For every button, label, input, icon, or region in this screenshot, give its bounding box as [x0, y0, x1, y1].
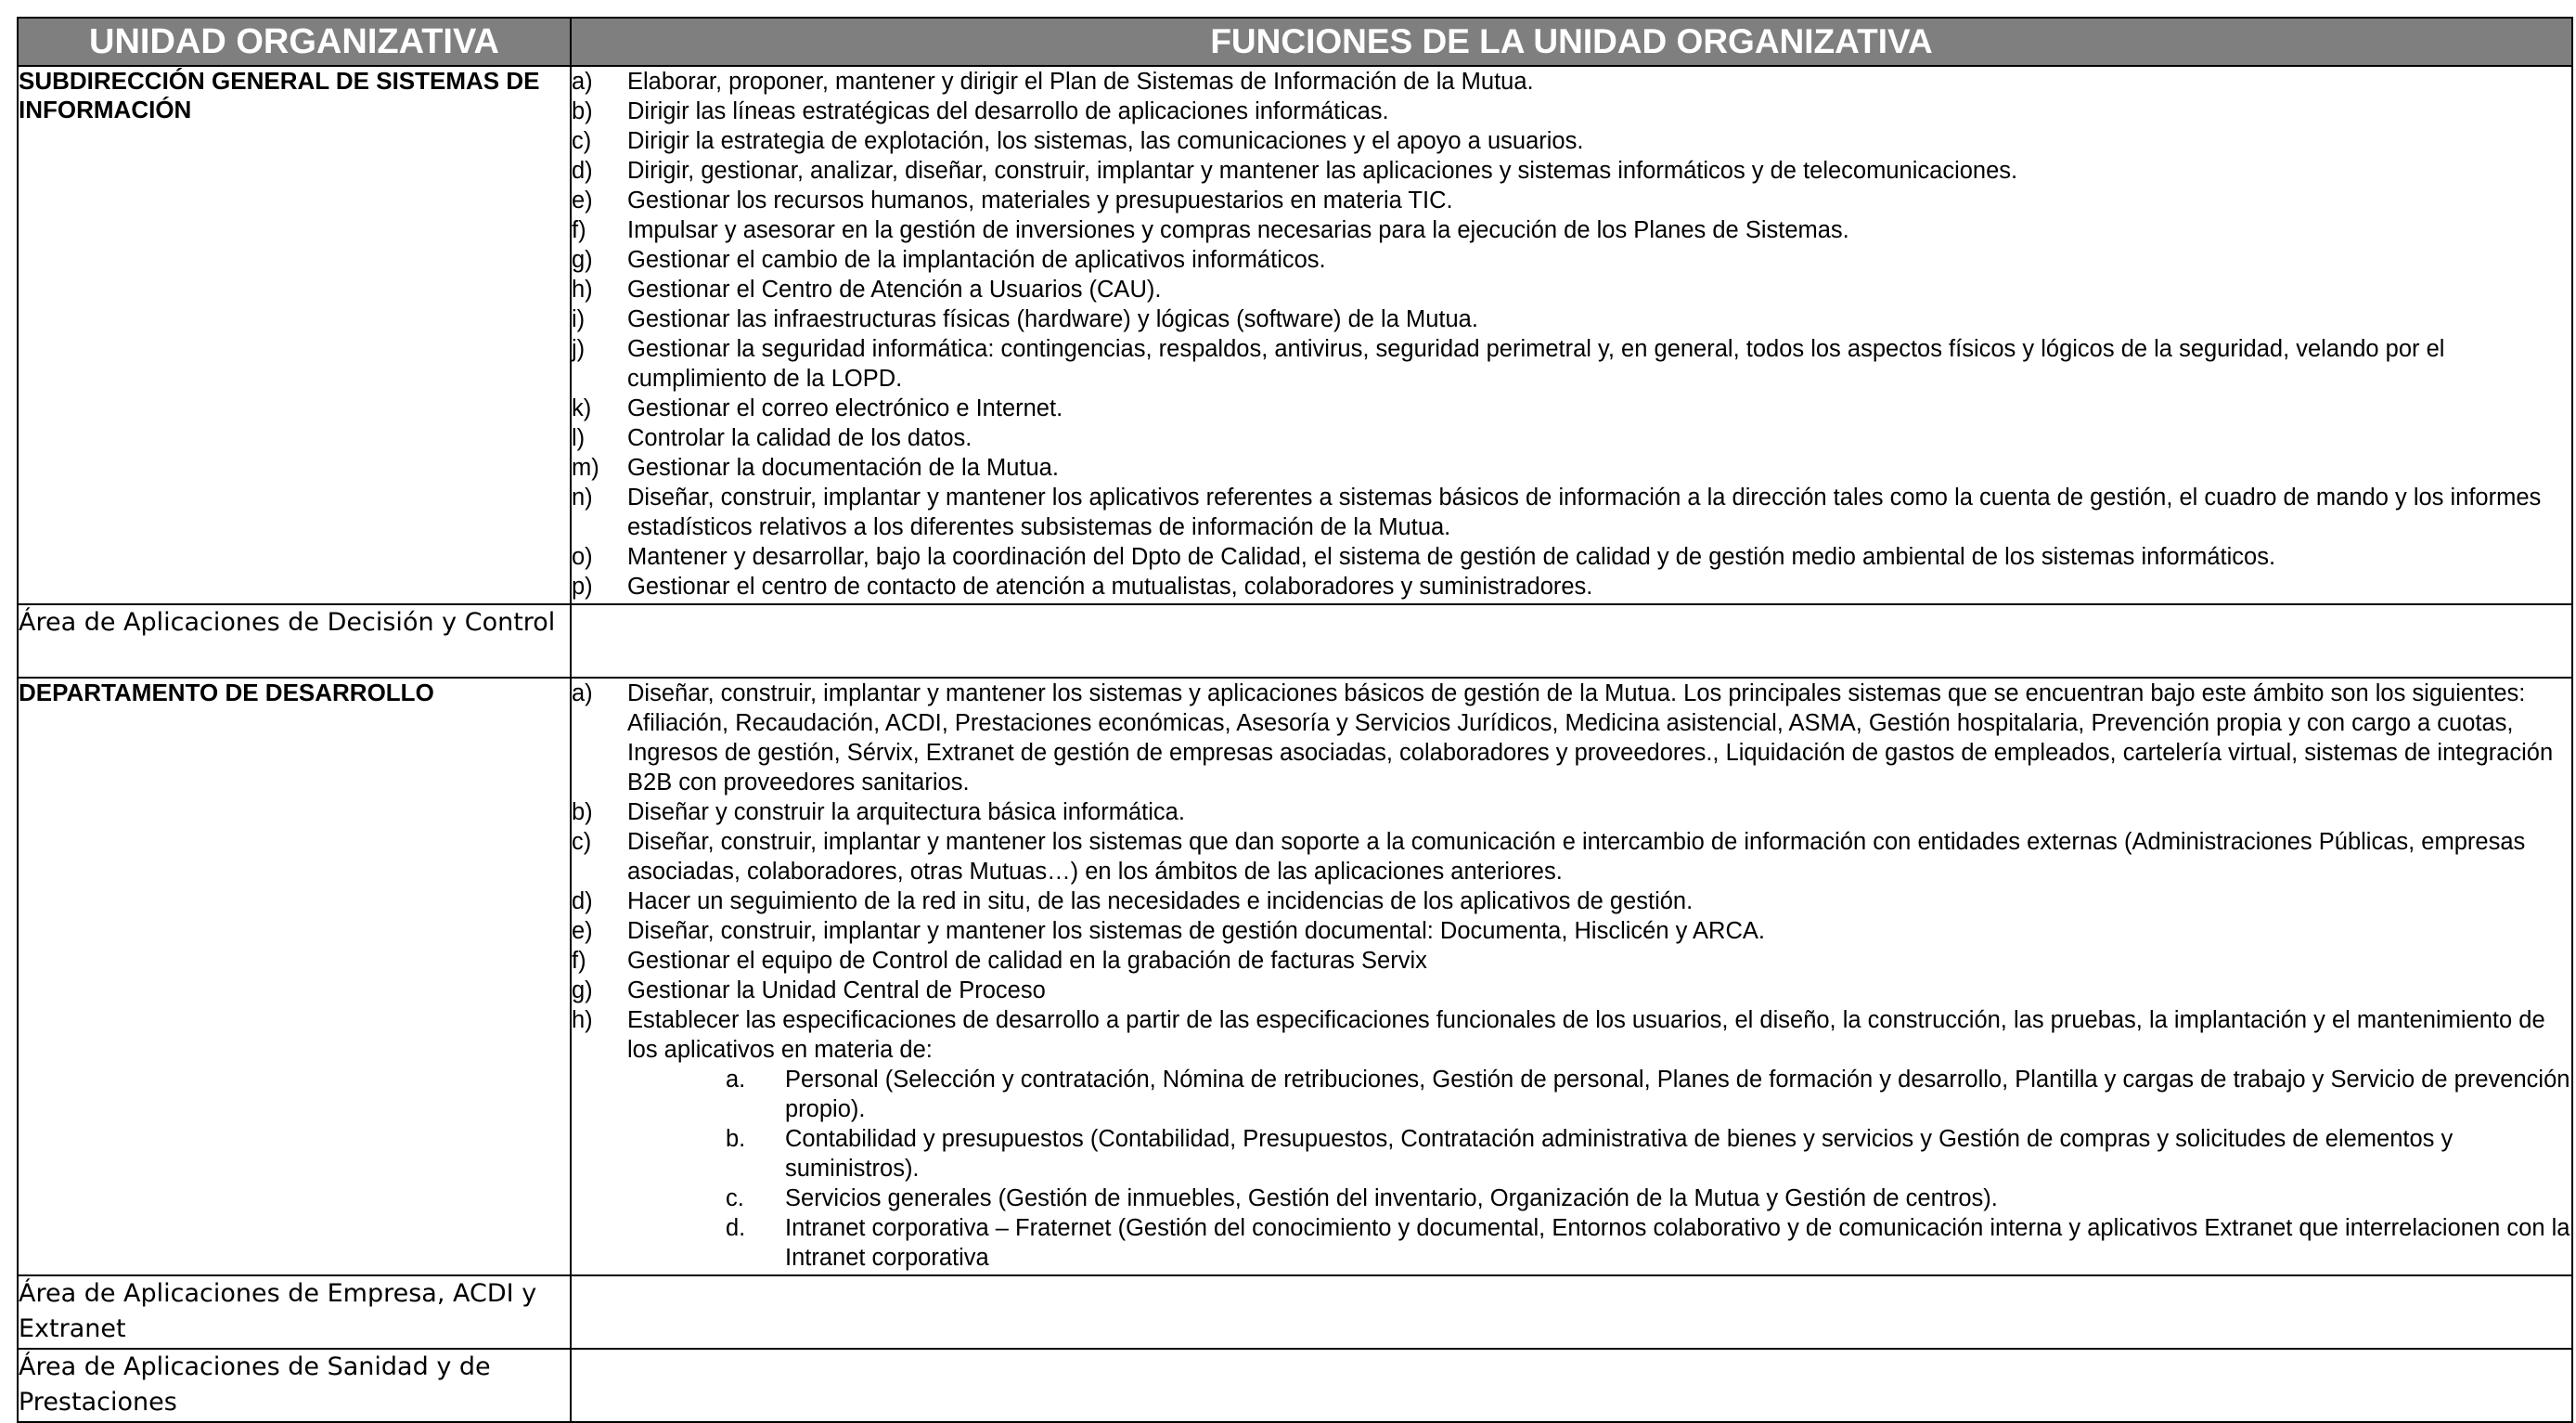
- functions-table: [17, 17, 2573, 1423]
- function-item-text: Gestionar los recursos humanos, materiales y presupuestarios en materia TIC.: [627, 188, 1453, 213]
- function-item-text: Hacer un seguimiento de la red in situ, de las necesidades e incidencias de los aplicativos de gestión.: [627, 888, 1694, 914]
- function-item: [572, 156, 2571, 186]
- function-item-text: Gestionar el equipo de Control de calidad en la grabación de facturas Servix: [627, 948, 1427, 974]
- function-subitem-text: Intranet corporativa – Fraternet (Gestión del conocimiento y documental, Entornos colaborativo y de comunicación interna y aplicativos Extranet que interrelacionen con la Intranet corporativa: [785, 1215, 2570, 1271]
- area-decision-label: Área de Aplicaciones de Decisión y Control: [18, 604, 571, 678]
- area-sanidad-functions: [571, 1349, 2572, 1422]
- function-item-label: m): [572, 455, 599, 481]
- function-item-label: p): [572, 574, 593, 600]
- row-area-empresa: [18, 1275, 2572, 1349]
- departamento-desarrollo-functions: [571, 678, 2572, 1275]
- function-item: [572, 126, 2571, 156]
- function-subitem: [572, 1213, 2571, 1273]
- function-subitem-text: Contabilidad y presupuestos (Contabilidad, Presupuestos, Contratación administrativa de bienes y servicios y Gestión de compras y solicitudes de elementos y suministros).: [785, 1126, 2454, 1182]
- function-subitem-label: b.: [726, 1126, 746, 1152]
- function-item-label: o): [572, 544, 593, 570]
- function-subitem: [572, 1184, 2571, 1213]
- function-item-label: b): [572, 98, 593, 124]
- function-item-label: g): [572, 977, 593, 1003]
- function-item-text: Gestionar el Centro de Atención a Usuarios (CAU).: [627, 277, 1162, 303]
- function-item-label: n): [572, 485, 593, 511]
- function-item-text: Diseñar, construir, implantar y mantener los aplicativos referentes a sistemas básicos de información a la dirección tales como la cuenta de gestión, el cuadro de mando y los informes estadísticos relativos a los diferentes subsistemas de información de la Mutua.: [627, 485, 2542, 540]
- function-item: [572, 275, 2571, 304]
- header-unidad: UNIDAD ORGANIZATIVA: [18, 18, 571, 66]
- function-item-text: Gestionar la Unidad Central de Proceso: [627, 977, 1046, 1003]
- function-item: [572, 797, 2571, 827]
- function-item-text: Controlar la calidad de los datos.: [627, 425, 972, 451]
- function-item-text: Impulsar y asesorar en la gestión de inversiones y compras necesarias para la ejecución de los Planes de Sistemas.: [627, 217, 1849, 243]
- function-item-text: Elaborar, proponer, mantener y dirigir el Plan de Sistemas de Información de la Mutua.: [627, 69, 1534, 95]
- function-item-text: Diseñar, construir, implantar y mantener los sistemas de gestión documental: Documenta, Hisclicén y ARCA.: [627, 918, 1765, 944]
- row-area-sanidad: [18, 1349, 2572, 1422]
- function-item-label: f): [572, 948, 586, 974]
- function-subitem-label: d.: [726, 1215, 746, 1241]
- area-empresa-functions: [571, 1275, 2572, 1349]
- header-funciones: FUNCIONES DE LA UNIDAD ORGANIZATIVA: [571, 18, 2572, 66]
- function-item-label: c): [572, 128, 592, 154]
- function-item: [572, 97, 2571, 126]
- function-item-label: i): [572, 306, 586, 332]
- function-subitem-text: Servicios generales (Gestión de inmuebles, Gestión del inventario, Organización de la Mutua y Gestión de centros).: [785, 1185, 1998, 1211]
- subdireccion-function-list: [572, 67, 2571, 602]
- function-item-text: Diseñar y construir la arquitectura básica informática.: [627, 799, 1185, 825]
- function-item: [572, 423, 2571, 453]
- function-item-text: Dirigir, gestionar, analizar, diseñar, construir, implantar y mantener las aplicaciones y sistemas informáticos y de telecomunicaciones.: [627, 158, 2018, 184]
- function-item-text: Gestionar el cambio de la implantación de aplicativos informáticos.: [627, 247, 1326, 273]
- function-item-label: k): [572, 395, 592, 421]
- function-item-text: Gestionar la seguridad informática: contingencias, respaldos, antivirus, seguridad perimetral y, en general, todos los aspectos físicos y lógicos de la seguridad, velando por el cumplimiento de la LOPD.: [627, 336, 2445, 392]
- function-item: [572, 572, 2571, 602]
- subdireccion-functions: [571, 66, 2572, 604]
- function-item-text: Gestionar el correo electrónico e Internet.: [627, 395, 1063, 421]
- function-item: [572, 827, 2571, 886]
- function-subitem: [572, 1065, 2571, 1124]
- function-item-text: Gestionar el centro de contacto de atención a mutualistas, colaboradores y suministradores.: [627, 574, 1593, 600]
- function-item-label: a): [572, 680, 593, 706]
- function-item: [572, 453, 2571, 483]
- function-item-label: e): [572, 918, 593, 944]
- function-item-text: Dirigir las líneas estratégicas del desarrollo de aplicaciones informáticas.: [627, 98, 1389, 124]
- function-item: [572, 334, 2571, 394]
- area-empresa-label: Área de Aplicaciones de Empresa, ACDI y Extranet: [18, 1275, 571, 1349]
- desarrollo-function-list: [572, 679, 2571, 1065]
- function-item-label: h): [572, 1007, 593, 1033]
- function-item-label: j): [572, 336, 586, 362]
- function-item: [572, 679, 2571, 797]
- function-item: [572, 483, 2571, 542]
- function-item: [572, 304, 2571, 334]
- function-item-text: Mantener y desarrollar, bajo la coordinación del Dpto de Calidad, el sistema de gestión de calidad y de gestión medio ambiental de los sistemas informáticos.: [627, 544, 2276, 570]
- function-item: [572, 245, 2571, 275]
- function-item: [572, 1005, 2571, 1065]
- function-item-label: d): [572, 158, 593, 184]
- area-decision-functions: [571, 604, 2572, 678]
- header-row: [18, 18, 2572, 66]
- function-item-label: a): [572, 69, 593, 95]
- function-item-label: c): [572, 829, 592, 855]
- desarrollo-subfunction-list: [572, 1065, 2571, 1273]
- function-item-text: Diseñar, construir, implantar y mantener los sistemas que dan soporte a la comunicación e intercambio de información con entidades externas (Administraciones Públicas, empresas asociadas, colaboradores, otras Mutuas…) en los ámbitos de las aplicaciones anteriores.: [627, 829, 2526, 885]
- function-item: [572, 886, 2571, 916]
- function-item: [572, 542, 2571, 572]
- function-item: [572, 186, 2571, 215]
- function-item-label: d): [572, 888, 593, 914]
- function-item-label: l): [572, 425, 586, 451]
- area-sanidad-label: Área de Aplicaciones de Sanidad y de Prestaciones: [18, 1349, 571, 1422]
- function-item-text: Gestionar las infraestructuras físicas (hardware) y lógicas (software) de la Mutua.: [627, 306, 1478, 332]
- function-item-label: f): [572, 217, 586, 243]
- function-item-label: e): [572, 188, 593, 213]
- function-subitem-text: Personal (Selección y contratación, Nómina de retribuciones, Gestión de personal, Planes de formación y desarrollo, Plantilla y cargas de trabajo y Servicio de prevención propio).: [785, 1067, 2570, 1122]
- row-subdireccion: [18, 66, 2572, 604]
- function-item: [572, 215, 2571, 245]
- subdireccion-title: SUBDIRECCIÓN GENERAL DE SISTEMAS DE INFORMACIÓN: [18, 66, 571, 604]
- function-item: [572, 394, 2571, 423]
- function-item: [572, 976, 2571, 1005]
- function-item: [572, 916, 2571, 946]
- function-item-text: Establecer las especificaciones de desarrollo a partir de las especificaciones funcionales de los usuarios, el diseño, la construcción, las pruebas, la implantación y el mantenimiento de los aplicativos en materia de:: [627, 1007, 2545, 1063]
- departamento-desarrollo-title: DEPARTAMENTO DE DESARROLLO: [18, 678, 571, 1275]
- row-departamento-desarrollo: [18, 678, 2572, 1275]
- function-item: [572, 67, 2571, 97]
- function-subitem-label: a.: [726, 1067, 746, 1093]
- function-item: [572, 946, 2571, 976]
- function-item-label: b): [572, 799, 593, 825]
- function-item-text: Dirigir la estrategia de explotación, los sistemas, las comunicaciones y el apoyo a usuarios.: [627, 128, 1584, 154]
- function-item-label: h): [572, 277, 593, 303]
- function-subitem: [572, 1124, 2571, 1184]
- function-item-label: g): [572, 247, 593, 273]
- function-item-text: Gestionar la documentación de la Mutua.: [627, 455, 1059, 481]
- function-item-text: Diseñar, construir, implantar y mantener los sistemas y aplicaciones básicos de gestión de la Mutua. Los principales sistemas que se encuentran bajo este ámbito son los siguientes: Afiliación, Recaudación, ACDI, Prestaciones económicas, Asesoría y Servicios Jurídicos, Medicina asistencial, ASMA, Gestión hospitalaria, Prevención propia y con cargo a cuotas, Ingresos de gestión, Sérvix, Extranet de gestión de empresas asociadas, colaboradores y proveedores., Liquidación de gastos de empleados, cartelería virtual, sistemas de integración B2B con proveedores sanitarios.: [627, 680, 2554, 796]
- row-area-decision: [18, 604, 2572, 678]
- function-subitem-label: c.: [726, 1185, 744, 1211]
